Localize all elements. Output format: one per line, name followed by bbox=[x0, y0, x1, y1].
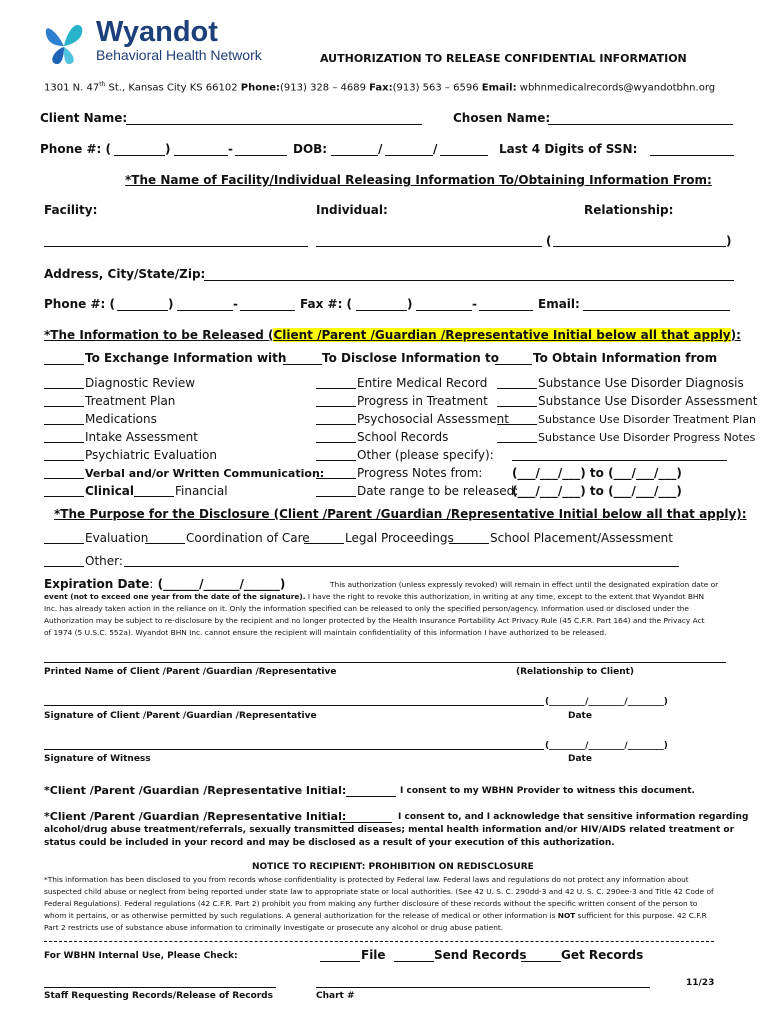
chart-number-field[interactable] bbox=[316, 987, 650, 988]
sud-diagnosis-initial-field[interactable] bbox=[497, 388, 537, 389]
internal-check-label: For WBHN Internal Use, Please Check: bbox=[44, 951, 238, 961]
school-placement-label: School Placement/Assessment bbox=[490, 531, 673, 545]
client-phone-prefix-field[interactable] bbox=[174, 155, 228, 156]
dob-slash-1: / bbox=[378, 142, 383, 156]
file-check-field[interactable] bbox=[320, 961, 360, 962]
date-range-initial-field[interactable] bbox=[316, 496, 356, 497]
entire-medical-record-label: Entire Medical Record bbox=[357, 376, 488, 390]
clinical-initial-field[interactable] bbox=[44, 496, 84, 497]
diagnostic-review-label: Diagnostic Review bbox=[85, 376, 196, 390]
client-phone-area-field[interactable] bbox=[114, 155, 165, 156]
send-records-label: Send Records bbox=[434, 948, 527, 962]
diagnostic-initial-field[interactable] bbox=[44, 388, 84, 389]
info-section-heading: *The Information to be Released (Client /Parent /Guardian /Representative Initial below all that apply): bbox=[44, 328, 741, 342]
other-specify-label: Other (please specify): bbox=[357, 448, 494, 462]
internal-divider bbox=[44, 941, 714, 942]
witness-date-field[interactable]: (________/________/________) bbox=[545, 741, 668, 751]
sud-progress-notes-label: Substance Use Disorder Progress Notes bbox=[538, 431, 756, 444]
initial-2-text: I consent to, and I acknowledge that sensitive information regarding bbox=[398, 812, 749, 822]
address-line: 1301 N. 47th St., Kansas City KS 66102 Phone:(913) 328 – 4689 Fax:(913) 563 – 6596 Email: wbhnmedicalrecords@wyandotbhn.org bbox=[44, 81, 716, 94]
facility-fax-prefix-field[interactable] bbox=[416, 310, 472, 311]
sud-treatment-plan-label: Substance Use Disorder Treatment Plan bbox=[538, 413, 757, 426]
client-phone-line-field[interactable] bbox=[235, 155, 287, 156]
dob-year-field[interactable] bbox=[440, 155, 488, 156]
facility-fax-dash: - bbox=[472, 297, 477, 311]
dob-label: DOB: bbox=[293, 142, 328, 156]
sud-progress-notes-initial-field[interactable] bbox=[497, 442, 537, 443]
org-subtitle: Behavioral Health Network bbox=[96, 47, 262, 63]
progress-in-treatment-label: Progress in Treatment bbox=[357, 394, 488, 408]
expiration-text-3: Inc. has already taken action in the reliance on it. Only the information specified can be released to only the specified person/agency. Information used or disclosed under the bbox=[44, 604, 689, 613]
progress-notes-initial-field[interactable] bbox=[316, 478, 356, 479]
expiration-text-5: of 1974 (5 U.S.C. 552a). Wyandot BHN Inc. cannot ensure the recipient will maintain confidentiality of this information I have authorized to be released. bbox=[44, 628, 607, 637]
individual-label: Individual: bbox=[316, 203, 388, 217]
printed-name-field[interactable] bbox=[44, 662, 726, 663]
expiration-text-4: Authorization may be subject to re-disclosure by the recipient and no longer protected by the Health Insurance Portability Act Privacy Rule (45 C.F.R. Part 164) and the Privacy Act bbox=[44, 616, 705, 625]
facility-phone-dash: - bbox=[233, 297, 238, 311]
witness-date-label: Date bbox=[568, 754, 592, 764]
client-signature-label: Signature of Client /Parent /Guardian /Representative bbox=[44, 711, 317, 721]
legal-initial-field[interactable] bbox=[304, 543, 344, 544]
address-label: Address, City/State/Zip: bbox=[44, 267, 206, 281]
client-signature-date-field[interactable]: (________/________/________) bbox=[545, 697, 668, 707]
logo bbox=[42, 18, 292, 70]
initial-1-label: *Client /Parent /Guardian /Representative Initial: bbox=[44, 784, 347, 797]
org-name: Wyandot bbox=[96, 16, 218, 48]
school-records-initial-field[interactable] bbox=[316, 442, 356, 443]
initial-1-field[interactable] bbox=[346, 796, 396, 797]
address-field[interactable] bbox=[204, 280, 734, 281]
disclose-initial-field[interactable] bbox=[283, 364, 322, 365]
intake-assessment-label: Intake Assessment bbox=[85, 430, 198, 444]
client-name-field[interactable] bbox=[126, 124, 422, 125]
psychiatric-evaluation-label: Psychiatric Evaluation bbox=[85, 448, 217, 462]
sud-diagnosis-label: Substance Use Disorder Diagnosis bbox=[538, 376, 744, 390]
facility-phone-line-field[interactable] bbox=[240, 310, 295, 311]
facility-email-label: Email: bbox=[538, 297, 580, 311]
coordination-of-care-label: Coordination of Care bbox=[186, 531, 310, 545]
facility-phone-prefix-field[interactable] bbox=[177, 310, 233, 311]
butterfly-icon bbox=[42, 20, 88, 68]
facility-fax-area-field[interactable] bbox=[356, 310, 407, 311]
sud-treatment-plan-initial-field[interactable] bbox=[497, 424, 537, 425]
client-signature-field[interactable] bbox=[44, 705, 544, 706]
expiration-text-2: event (not to exceed one year from the date of the signature). I have the right to revoke this authorization, in writing at any time, except to the extent that Wyandot BHN bbox=[44, 592, 705, 601]
client-date-label: Date bbox=[568, 711, 592, 721]
facility-field[interactable] bbox=[44, 246, 308, 247]
get-records-label: Get Records bbox=[561, 948, 644, 962]
facility-label: Facility: bbox=[44, 203, 98, 217]
treatment-plan-label: Treatment Plan bbox=[85, 394, 176, 408]
school-records-label: School Records bbox=[357, 430, 449, 444]
notice-heading: NOTICE TO RECIPIENT: PROHIBITION ON REDISCLOSURE bbox=[252, 862, 534, 872]
expiration-label: Expiration Date: (______/______/______) bbox=[44, 577, 286, 591]
send-records-check-field[interactable] bbox=[394, 961, 434, 962]
purpose-other-initial-field[interactable] bbox=[44, 566, 84, 567]
exchange-label: To Exchange Information with bbox=[85, 351, 287, 365]
progress-notes-dates-field[interactable]: (___/___/___) to (___/___/___) bbox=[512, 466, 682, 480]
get-records-check-field[interactable] bbox=[521, 961, 561, 962]
verbal-initial-field[interactable] bbox=[44, 478, 84, 479]
facility-phone-close: ) bbox=[168, 297, 174, 311]
initial-1-text: I consent to my WBHN Provider to witness this document. bbox=[400, 786, 695, 796]
relationship-paren-open: ( bbox=[546, 234, 552, 248]
notice-line-3: Federal Regulations). Federal regulations (42 C.F.R. Part 2) prohibit you from making any further disclosure of these records without the specific written consent of the person to bbox=[44, 899, 698, 908]
notice-line-4: whom it pertains, or as otherwise permitted by such regulations. A general authorization for the release of medical or other information is NOT sufficient for this purpose. 42 C.F.R bbox=[44, 911, 707, 920]
notice-line-5: Part 2 restricts use of substance abuse information to criminally investigate or prosecute any alcohol or drug abuse patient. bbox=[44, 923, 504, 932]
witness-signature-field[interactable] bbox=[44, 749, 544, 750]
verbal-written-label: Verbal and/or Written Communication: bbox=[85, 467, 325, 480]
dob-day-field[interactable] bbox=[385, 155, 433, 156]
chart-number-label: Chart # bbox=[316, 991, 355, 1001]
notice-line-1: *This information has been disclosed to you from records whose confidentiality is protected by Federal law. Federal laws and regulations do not protect any information about bbox=[44, 875, 689, 884]
progress-initial-field[interactable] bbox=[316, 406, 356, 407]
financial-label: Financial bbox=[175, 484, 228, 498]
sud-assessment-label: Substance Use Disorder Assessment bbox=[538, 394, 758, 408]
psychosocial-initial-field[interactable] bbox=[316, 424, 356, 425]
ssn-field[interactable] bbox=[650, 155, 734, 156]
relationship-paren-close: ) bbox=[726, 234, 732, 248]
staff-requesting-label: Staff Requesting Records/Release of Records bbox=[44, 991, 273, 1001]
date-range-dates-field[interactable]: (___/___/___) to (___/___/___) bbox=[512, 484, 682, 498]
initial-2-line3: status could be included in your record and may be disclosed as a result of your execution of this authorization. bbox=[44, 838, 615, 848]
file-label: File bbox=[361, 948, 386, 962]
relationship-field[interactable] bbox=[553, 246, 726, 247]
expiration-date-field: (______/______/______) bbox=[157, 577, 286, 591]
initial-2-label: *Client /Parent /Guardian /Representative Initial: bbox=[44, 810, 347, 823]
intake-initial-field[interactable] bbox=[44, 442, 84, 443]
facility-phone-area-field[interactable] bbox=[117, 310, 168, 311]
facility-email-field[interactable] bbox=[583, 310, 730, 311]
facility-phone-label: Phone #: ( bbox=[44, 297, 115, 311]
ssn-label: Last 4 Digits of SSN: bbox=[499, 142, 638, 156]
printed-name-label: Printed Name of Client /Parent /Guardian /Representative bbox=[44, 667, 337, 677]
chosen-name-field[interactable] bbox=[548, 124, 733, 125]
purpose-other-field[interactable] bbox=[124, 566, 679, 567]
facility-fax-close: ) bbox=[407, 297, 413, 311]
date-range-label: Date range to be released: bbox=[357, 484, 519, 498]
school-placement-initial-field[interactable] bbox=[449, 543, 489, 544]
relationship-label: Relationship: bbox=[584, 203, 674, 217]
legal-proceedings-label: Legal Proceedings bbox=[345, 531, 454, 545]
other-specify-field[interactable] bbox=[512, 460, 727, 461]
evaluation-initial-field[interactable] bbox=[44, 543, 84, 544]
purpose-section-heading: *The Purpose for the Disclosure (Client /Parent /Guardian /Representative Initial below all that apply): bbox=[54, 507, 747, 521]
form-version: 11/23 bbox=[686, 978, 715, 988]
expiration-text-1: This authorization (unless expressly revoked) will remain in effect until the designated expiration date or bbox=[330, 580, 719, 589]
exchange-initial-field[interactable] bbox=[44, 364, 84, 365]
client-phone-label: Phone #: ( bbox=[40, 142, 111, 156]
client-name-label: Client Name: bbox=[40, 111, 128, 125]
psychiatric-initial-field[interactable] bbox=[44, 460, 84, 461]
treatment-plan-initial-field[interactable] bbox=[44, 406, 84, 407]
evaluation-label: Evaluation bbox=[85, 531, 149, 545]
individual-field[interactable] bbox=[316, 246, 542, 247]
chosen-name-label: Chosen Name: bbox=[453, 111, 551, 125]
witness-signature-label: Signature of Witness bbox=[44, 754, 151, 764]
staff-requesting-field[interactable] bbox=[44, 987, 276, 988]
facility-section-heading: *The Name of Facility/Individual Releasing Information To/Obtaining Information From: bbox=[125, 173, 712, 187]
financial-initial-field[interactable] bbox=[134, 496, 174, 497]
facility-fax-label: Fax #: ( bbox=[300, 297, 353, 311]
entire-record-initial-field[interactable] bbox=[316, 388, 356, 389]
psychosocial-assessment-label: Psychosocial Assessment bbox=[357, 412, 509, 426]
medications-initial-field[interactable] bbox=[44, 424, 84, 425]
clinical-label: Clinical bbox=[85, 484, 135, 498]
relationship-to-client-label: (Relationship to Client) bbox=[516, 667, 635, 677]
client-phone-close: ) bbox=[165, 142, 171, 156]
notice-line-2: suspected child abuse or neglect from being reported under state law to appropriate state or local authorities. (See 42 U. S. C. 290dd-3 and 42 U. S. C. 290ee-3 and Title 42 Code of bbox=[44, 887, 714, 896]
dob-slash-2: / bbox=[433, 142, 438, 156]
initial-2-line2: alcohol/drug abuse treatment/referrals, sexually transmitted diseases; mental health information and/or HIV/AIDS related treatment or bbox=[44, 825, 735, 835]
initial-2-field[interactable] bbox=[340, 822, 392, 823]
form-title: AUTHORIZATION TO RELEASE CONFIDENTIAL INFORMATION bbox=[320, 52, 687, 65]
facility-fax-line-field[interactable] bbox=[479, 310, 533, 311]
purpose-other-label: Other: bbox=[85, 554, 123, 568]
disclose-label: To Disclose Information to bbox=[322, 351, 499, 365]
medications-label: Medications bbox=[85, 412, 157, 426]
obtain-label: To Obtain Information from bbox=[533, 351, 718, 365]
coordination-initial-field[interactable] bbox=[145, 543, 185, 544]
obtain-initial-field[interactable] bbox=[495, 364, 532, 365]
other-initial-field[interactable] bbox=[316, 460, 356, 461]
progress-notes-label: Progress Notes from: bbox=[357, 466, 483, 480]
sud-assessment-initial-field[interactable] bbox=[497, 406, 537, 407]
dob-month-field[interactable] bbox=[331, 155, 378, 156]
client-phone-dash: - bbox=[228, 142, 233, 156]
